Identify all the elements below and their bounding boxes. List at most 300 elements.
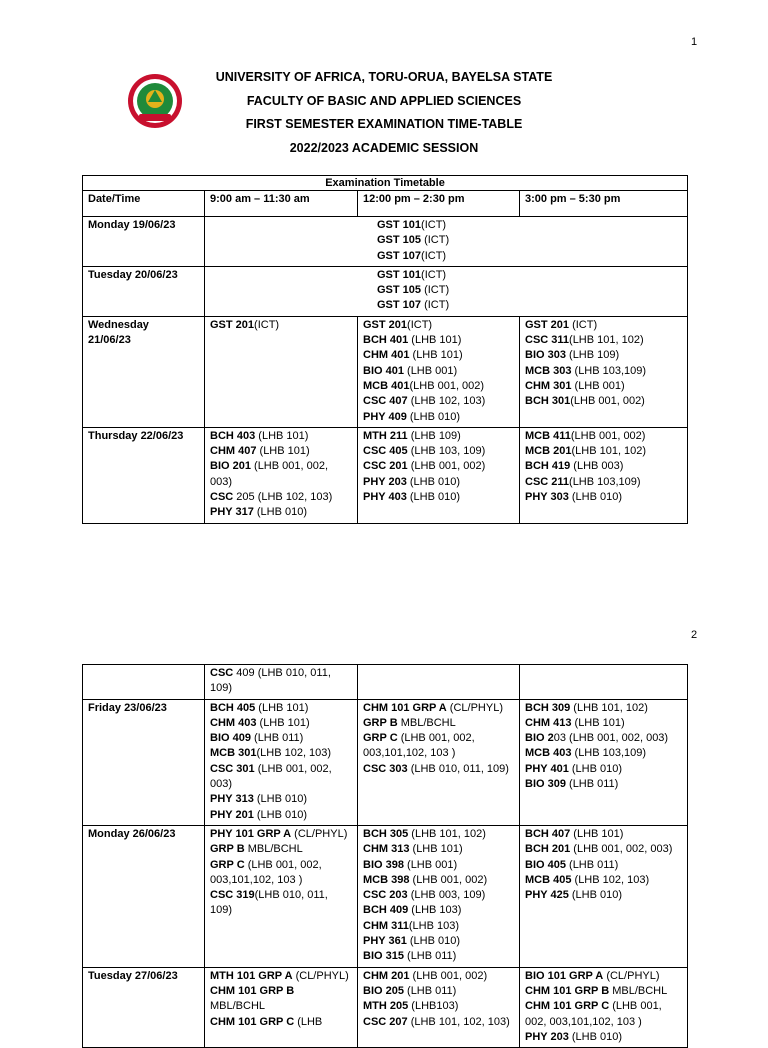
date-cell <box>83 825 205 967</box>
venue: (ICT) <box>569 318 598 331</box>
venue: (LHB 101) <box>256 716 310 729</box>
course-code: GST 101 <box>377 268 422 281</box>
course-code: BCH 401 <box>363 334 409 347</box>
exam-entry <box>377 283 682 298</box>
exam-entry <box>363 903 514 918</box>
venue: (LHB 010) <box>568 889 623 902</box>
page-number-2: 2 <box>691 629 698 641</box>
exam-entry <box>525 999 682 1030</box>
course-code: MCB 401 <box>363 379 410 392</box>
course-code: CHM 201 <box>363 969 410 982</box>
venue: (LHB 001) <box>403 858 458 871</box>
venue: (LHB 001) <box>403 364 458 377</box>
venue: (LHB 101, 102) <box>571 445 647 458</box>
venue: (LHB 011) <box>403 950 457 963</box>
exam-entry <box>525 777 682 792</box>
course-code: BIO 201 <box>210 460 251 473</box>
venue: (LHB 001, 002, 003,101,102, 103 ) <box>210 858 322 886</box>
exam-entry <box>210 666 352 697</box>
course-code: CSC 201 <box>363 460 408 473</box>
venue: (LHB 010) <box>568 762 623 775</box>
venue: (LHB 003) <box>570 460 624 473</box>
exam-entry <box>363 410 514 425</box>
exam-entry <box>525 490 682 505</box>
venue: (LHB 103) <box>408 919 459 932</box>
exam-entry <box>525 984 682 999</box>
exam-entry <box>525 716 682 731</box>
exam-entry <box>363 919 514 934</box>
course-code: BIO 398 <box>363 858 404 871</box>
session-cell <box>358 665 520 700</box>
exam-entry <box>525 429 682 444</box>
course-code: PHY 409 <box>363 410 407 423</box>
exam-entry <box>363 318 514 333</box>
venue: (LHB 001, 002) <box>409 873 488 886</box>
session-cell <box>520 316 688 427</box>
venue: (ICT) <box>421 268 447 281</box>
col-header-morning: 9:00 am – 11:30 am <box>205 191 358 217</box>
session-cell <box>520 699 688 825</box>
venue: (LHB 103) <box>408 904 462 917</box>
exam-entry <box>363 949 514 964</box>
course-code: BIO 405 <box>525 858 566 871</box>
session-cell <box>520 825 688 967</box>
venue: (LHB 001, 002) <box>570 395 645 408</box>
table-row <box>83 427 688 523</box>
session-cell <box>205 427 358 523</box>
exam-entry <box>210 490 352 505</box>
exam-entry <box>210 429 352 444</box>
exam-entry <box>525 873 682 888</box>
course-code: BIO 401 <box>363 364 404 377</box>
venue: (LHB 010) <box>406 491 461 504</box>
date-cell <box>83 316 205 427</box>
exam-entry <box>525 394 682 409</box>
exam-entry <box>210 318 352 333</box>
course-code: CSC 311 <box>525 334 570 347</box>
exam-entry <box>525 333 682 348</box>
course-code: CSC 319 <box>210 889 255 902</box>
venue: MBL/BCHL <box>210 1000 266 1013</box>
exam-entry <box>210 716 352 731</box>
date-text: Tuesday 20/06/23 <box>88 268 178 281</box>
exam-entry <box>363 762 514 777</box>
exam-entry <box>525 318 682 333</box>
course-code: PHY 303 <box>525 491 569 504</box>
venue: (LHB 001, 002, 003) <box>570 843 673 856</box>
venue: (LHB <box>294 1015 323 1028</box>
exam-entry <box>525 842 682 857</box>
exam-entry <box>525 888 682 903</box>
course-code: PHY 425 <box>525 889 569 902</box>
venue: (LHB 010) <box>253 793 308 806</box>
venue: (LHB 101, 102) <box>570 701 648 714</box>
exam-entry <box>363 1015 514 1030</box>
exam-entry <box>525 762 682 777</box>
course-code: CHM 101 GRP B <box>210 984 295 997</box>
exam-entry <box>363 888 514 903</box>
table-row <box>83 217 688 267</box>
venue: (LHB 001, 002, 003) <box>210 762 332 791</box>
exam-entry <box>210 984 352 1015</box>
session-cell <box>520 427 688 523</box>
date-cell <box>83 427 205 523</box>
exam-entry <box>363 429 514 444</box>
venue: (CL/PHYL) <box>292 969 349 982</box>
session-cell <box>520 967 688 1047</box>
exam-entry <box>525 731 682 746</box>
venue: (LHB 103,109) <box>571 747 647 760</box>
course-code: PHY 401 <box>525 762 569 775</box>
col-header-afternoon: 12:00 pm – 2:30 pm <box>358 191 520 217</box>
course-code: GST 201 <box>210 318 255 331</box>
date-cell <box>83 266 205 316</box>
course-code: BIO 309 <box>525 778 566 791</box>
venue: (LHB 011) <box>250 732 304 745</box>
exam-entry <box>363 394 514 409</box>
venue: (LHB 101) <box>408 334 462 347</box>
exam-entry <box>377 268 682 283</box>
venue: (LHB 102, 103) <box>407 395 486 408</box>
venue: 205 (LHB 102, 103) <box>233 491 333 504</box>
course-code: CSC 407 <box>363 395 408 408</box>
venue: (LHB 010) <box>406 935 461 948</box>
course-code: PHY 203 <box>525 1030 569 1043</box>
venue: MBL/BCHL <box>609 984 668 997</box>
course-code: GST 107 <box>377 299 422 312</box>
exam-entry <box>377 249 682 264</box>
course-code: PHY 361 <box>363 935 407 948</box>
venue: (LHB 010) <box>253 808 308 821</box>
course-code: CSC 405 <box>363 445 408 458</box>
exam-entry <box>525 969 682 984</box>
course-code: BCH 403 <box>210 429 256 442</box>
course-code: MCB 201 <box>525 445 572 458</box>
course-code: CHM 311 <box>363 919 409 932</box>
course-code: GRP B <box>210 843 245 856</box>
exam-entry <box>525 701 682 716</box>
venue: (LHB 109) <box>407 429 461 442</box>
exam-entry <box>363 934 514 949</box>
course-code: CHM 101 GRP C <box>525 1000 610 1013</box>
course-code: PHY 403 <box>363 491 407 504</box>
exam-entry <box>525 827 682 842</box>
course-code: BIO 101 GRP A <box>525 969 604 982</box>
course-code: BIO 303 <box>525 349 566 362</box>
venue: (ICT) <box>421 249 447 262</box>
venue: 409 (LHB 010, 011, 109) <box>210 667 331 695</box>
venue: (LHB 001) <box>571 379 625 392</box>
course-code: MCB 301 <box>210 747 257 760</box>
course-code: CSC 207 <box>363 1015 408 1028</box>
course-code: PHY 203 <box>363 475 407 488</box>
course-code: CHM 313 <box>363 843 410 856</box>
course-code: GRP C <box>363 732 398 745</box>
exam-entry <box>210 792 352 807</box>
date-text: Monday 26/06/23 <box>88 827 176 840</box>
course-code: GST 101 <box>377 219 422 231</box>
date-cell <box>83 699 205 825</box>
venue: (ICT) <box>421 284 450 297</box>
exam-entry <box>210 858 352 889</box>
exam-entry <box>210 888 352 919</box>
venue: (LHB 101) <box>255 701 309 714</box>
exam-entry <box>363 858 514 873</box>
venue: (LHB 101) <box>570 827 624 840</box>
course-code: PHY 313 <box>210 793 254 806</box>
venue: MBL/BCHL <box>244 843 303 856</box>
header-faculty: FACULTY OF BASIC AND APPLIED SCIENCES <box>246 93 522 108</box>
venue: (CL/PHYL) <box>603 969 660 982</box>
course-code: BIO 205 <box>363 984 404 997</box>
venue: (LHB 010) <box>406 410 461 423</box>
header-university: UNIVERSITY OF AFRICA, TORU-ORUA, BAYELSA STATE <box>215 70 553 84</box>
table-header-row <box>83 191 688 217</box>
exam-entry <box>525 475 682 490</box>
venue: (LHB 010) <box>568 491 623 504</box>
exam-entry <box>210 701 352 716</box>
exam-entry <box>525 348 682 363</box>
exam-entry <box>363 333 514 348</box>
date-text: Monday 19/06/23 <box>88 219 176 231</box>
course-code: GST 105 <box>377 234 422 247</box>
date-cell <box>83 665 205 700</box>
venue: (ICT) <box>421 219 447 231</box>
course-code: CHM 101 GRP C <box>210 1015 295 1028</box>
venue: (CL/PHYL) <box>291 827 348 840</box>
exam-entry <box>210 808 352 823</box>
venue: (LHB 101, 102) <box>408 827 486 840</box>
exam-entry <box>525 1030 682 1045</box>
venue: (LHB 001, 002) <box>407 460 486 473</box>
exam-entry <box>210 969 352 984</box>
course-code: CHM 101 GRP B <box>525 984 610 997</box>
course-code: BCH 305 <box>363 827 409 840</box>
course-code: MTH 205 <box>363 1000 409 1013</box>
venue: (LHB 101) <box>571 716 625 729</box>
venue: (LHB 001, 002, 003,101,102, 103 ) <box>525 1000 662 1028</box>
header-session: 2022/2023 ACADEMIC SESSION <box>289 140 479 155</box>
course-code: MCB 405 <box>525 873 572 886</box>
venue: (LHB 001, 002) <box>409 969 488 982</box>
venue: (LHB 101, 102, 103) <box>407 1015 510 1028</box>
session-cell <box>205 316 358 427</box>
course-code: GST 201 <box>525 318 570 331</box>
table-row <box>83 699 688 825</box>
exam-entry <box>525 858 682 873</box>
table-row <box>83 266 688 316</box>
date-text: Tuesday 27/06/23 <box>88 969 178 982</box>
venue: 03 (LHB 001, 002, 003) <box>553 732 669 745</box>
course-code: CHM 101 GRP A <box>363 701 447 714</box>
course-code: PHY 201 <box>210 808 254 821</box>
session-cell <box>205 967 358 1047</box>
merged-session-cell <box>205 217 688 267</box>
document-header <box>0 68 768 162</box>
course-code: CHM 413 <box>525 716 572 729</box>
venue: (LHB 102, 103) <box>256 747 332 760</box>
venue: (LHB 001, 002) <box>570 429 646 442</box>
course-code: BIO 409 <box>210 732 251 745</box>
course-code: MTH 101 GRP A <box>210 969 293 982</box>
venue: MBL/BCHL <box>397 716 456 729</box>
col-header-date: Date/Time <box>83 191 205 217</box>
venue: (LHB 103,109) <box>571 364 647 377</box>
venue: (LHB 101) <box>409 843 463 856</box>
exam-entry <box>210 827 352 842</box>
course-code: BCH 409 <box>363 904 409 917</box>
venue: (LHB 001, 002) <box>409 379 485 392</box>
venue: (LHB 101) <box>256 445 310 458</box>
session-cell <box>358 967 520 1047</box>
course-code: MCB 303 <box>525 364 572 377</box>
venue: (LHB 001, 002, 003) <box>210 460 329 488</box>
exam-entry <box>525 459 682 474</box>
table-row <box>83 967 688 1047</box>
course-code: BCH 419 <box>525 460 571 473</box>
venue: (LHB 103, 109) <box>407 445 486 458</box>
exam-entry <box>363 731 514 762</box>
exam-entry <box>363 459 514 474</box>
exam-entry <box>525 364 682 379</box>
course-code: CHM 401 <box>363 349 410 362</box>
course-code: MCB 411 <box>525 429 571 442</box>
venue: (LHB 011) <box>403 984 457 997</box>
exam-entry <box>363 701 514 716</box>
timetable-page-2 <box>82 664 688 1048</box>
exam-entry <box>363 475 514 490</box>
header-exam-title: FIRST SEMESTER EXAMINATION TIME-TABLE <box>245 117 523 131</box>
course-code: CHM 301 <box>525 379 572 392</box>
course-code: BCH 301 <box>525 395 571 408</box>
date-cell <box>83 967 205 1047</box>
exam-entry <box>363 716 514 731</box>
course-code: CSC 211 <box>525 475 570 488</box>
course-code: BCH 309 <box>525 701 571 714</box>
exam-entry <box>377 298 682 313</box>
course-code: BIO 2 <box>525 732 554 745</box>
date-text: Thursday 22/06/23 <box>88 429 184 442</box>
venue: (ICT) <box>421 299 450 312</box>
venue: (LHB 101) <box>409 349 463 362</box>
exam-entry <box>363 444 514 459</box>
course-code: CSC <box>210 491 234 504</box>
venue: (LHB 102, 103) <box>571 873 650 886</box>
exam-entry <box>210 459 352 490</box>
venue: (LHB 010, 011, 109) <box>210 889 328 917</box>
session-cell <box>205 665 358 700</box>
exam-entry <box>363 379 514 394</box>
course-code: BCH 405 <box>210 701 256 714</box>
exam-entry <box>363 364 514 379</box>
venue: (CL/PHYL) <box>446 701 503 714</box>
venue: (LHB 103,109) <box>569 475 641 488</box>
session-cell <box>358 427 520 523</box>
course-code: GRP B <box>363 716 398 729</box>
course-code: GRP C <box>210 858 245 871</box>
venue: (LHB 001, 002, 003,101,102, 103 ) <box>363 732 475 760</box>
venue: (LHB 011) <box>565 778 619 791</box>
course-code: CSC 301 <box>210 762 255 775</box>
course-code: CSC <box>210 667 234 679</box>
exam-entry <box>363 999 514 1014</box>
exam-entry <box>210 731 352 746</box>
course-code: MCB 398 <box>363 873 410 886</box>
exam-entry <box>363 969 514 984</box>
session-cell <box>205 699 358 825</box>
table-row <box>83 825 688 967</box>
course-code: GST 201 <box>363 318 408 331</box>
venue: (LHB 101, 102) <box>569 334 644 347</box>
exam-entry <box>210 842 352 857</box>
course-code: BCH 201 <box>525 843 571 856</box>
session-cell <box>358 699 520 825</box>
exam-entry <box>363 873 514 888</box>
course-code: CSC 303 <box>363 762 408 775</box>
venue: (LHB 010) <box>253 506 308 519</box>
exam-entry <box>210 444 352 459</box>
col-header-evening: 3:00 pm – 5:30 pm <box>520 191 688 217</box>
venue: (LHB 010) <box>568 1030 623 1043</box>
session-cell <box>358 825 520 967</box>
exam-entry <box>525 444 682 459</box>
table-row <box>83 316 688 427</box>
page-number-1: 1 <box>691 36 698 48</box>
course-code: CHM 407 <box>210 445 257 458</box>
exam-entry <box>525 746 682 761</box>
venue: (LHB 109) <box>565 349 620 362</box>
course-code: PHY 317 <box>210 506 254 519</box>
exam-entry <box>363 490 514 505</box>
session-cell <box>520 665 688 700</box>
venue: (ICT) <box>421 234 450 247</box>
exam-entry <box>363 348 514 363</box>
exam-entry <box>377 233 682 248</box>
course-code: GST 107 <box>377 249 422 262</box>
exam-entry <box>210 762 352 793</box>
exam-entry <box>363 984 514 999</box>
venue: (LHB 010) <box>406 475 461 488</box>
date-text: 21/06/23 <box>88 334 131 347</box>
venue: (LHB 101) <box>255 429 309 442</box>
exam-entry <box>363 842 514 857</box>
venue: (ICT) <box>254 318 280 331</box>
venue: (LHB 010, 011, 109) <box>407 762 509 775</box>
course-code: CSC 203 <box>363 889 408 902</box>
exam-entry <box>210 746 352 761</box>
venue: (LHB103) <box>408 1000 459 1013</box>
course-code: MCB 403 <box>525 747 572 760</box>
venue: (LHB 003, 109) <box>407 889 486 902</box>
exam-entry <box>210 1015 352 1030</box>
exam-entry <box>363 827 514 842</box>
course-code: GST 105 <box>377 284 422 297</box>
course-code: MTH 211 <box>363 429 408 442</box>
course-code: BCH 407 <box>525 827 571 840</box>
exam-entry <box>377 218 682 233</box>
exam-entry <box>210 505 352 520</box>
merged-session-cell <box>205 266 688 316</box>
course-code: CHM 403 <box>210 716 257 729</box>
exam-entry <box>525 379 682 394</box>
session-cell <box>205 825 358 967</box>
venue: (ICT) <box>407 318 433 331</box>
date-text: Friday 23/06/23 <box>88 701 167 714</box>
table-row <box>83 665 688 700</box>
date-cell <box>83 217 205 267</box>
session-cell <box>358 316 520 427</box>
date-text: Wednesday <box>88 318 149 331</box>
